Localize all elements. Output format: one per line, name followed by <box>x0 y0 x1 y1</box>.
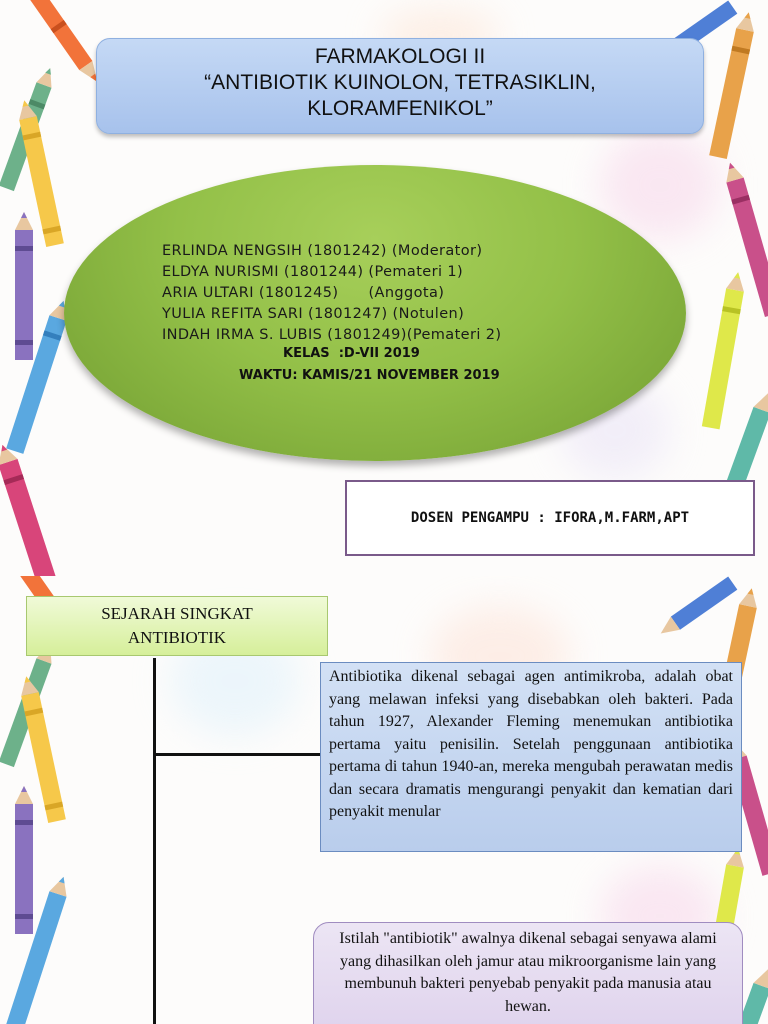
title-line-1: FARMAKOLOGI II <box>314 45 486 68</box>
history-heading-box <box>26 596 328 656</box>
title-line-3: KLORAMFENIKOL” <box>307 97 493 120</box>
member-item: ARIA ULTARI (1801245) (Anggota) <box>162 285 445 301</box>
definition-paragraph: Istilah "antibiotik" awalnya dikenal sebagai senyawa alami yang dihasilkan oleh jamur atau mikroorganisme lain yang membunuh bakteri penyebab penyakit pada manusia atau hewan. <box>339 930 717 1015</box>
class-info: KELAS :D-VII 2019 <box>283 346 420 361</box>
time-info: WAKTU: KAMIS/21 NOVEMBER 2019 <box>239 368 500 383</box>
lecturer-label: DOSEN PENGAMPU : IFORA,M.FARM,APT <box>410 510 690 526</box>
connector-horizontal-line <box>153 753 321 756</box>
member-item: ERLINDA NENGSIH (1801242) (Moderator) <box>162 243 483 259</box>
definition-paragraph-box <box>313 922 743 1024</box>
member-item: INDAH IRMA S. LUBIS (1801249)(Pemateri 2) <box>162 327 502 343</box>
history-heading-line-2: ANTIBIOTIK <box>127 628 227 647</box>
history-heading-line-1: SEJARAH SINGKAT <box>101 604 253 623</box>
member-item: YULIA REFITA SARI (1801247) (Notulen) <box>162 306 465 322</box>
title-box <box>96 38 704 134</box>
member-item: ELDYA NURISMI (1801244) (Pemateri 1) <box>162 264 464 280</box>
member-list <box>162 241 582 346</box>
lecturer-box <box>345 480 755 556</box>
title-line-2: “ANTIBIOTIK KUINOLON, TETRASIKLIN, <box>204 71 596 94</box>
history-paragraph-box <box>320 662 742 852</box>
slide-history <box>0 576 768 1024</box>
connector-vertical-line <box>153 658 156 1024</box>
history-paragraph: Antibiotika dikenal sebagai agen antimikroba, adalah obat yang melawan infeksi yang disebabkan oleh bakteri. Pada tahun 1927, Alexander Fleming menemukan antibiotika pertama yaitu penisilin. Setelah penggunaan antibiotika pertama di tahun 1940-an, mereka mengubah perawatan medis dan secara dramatis mengurangi penyakit dan kematian dari penyakit menular <box>329 668 733 820</box>
